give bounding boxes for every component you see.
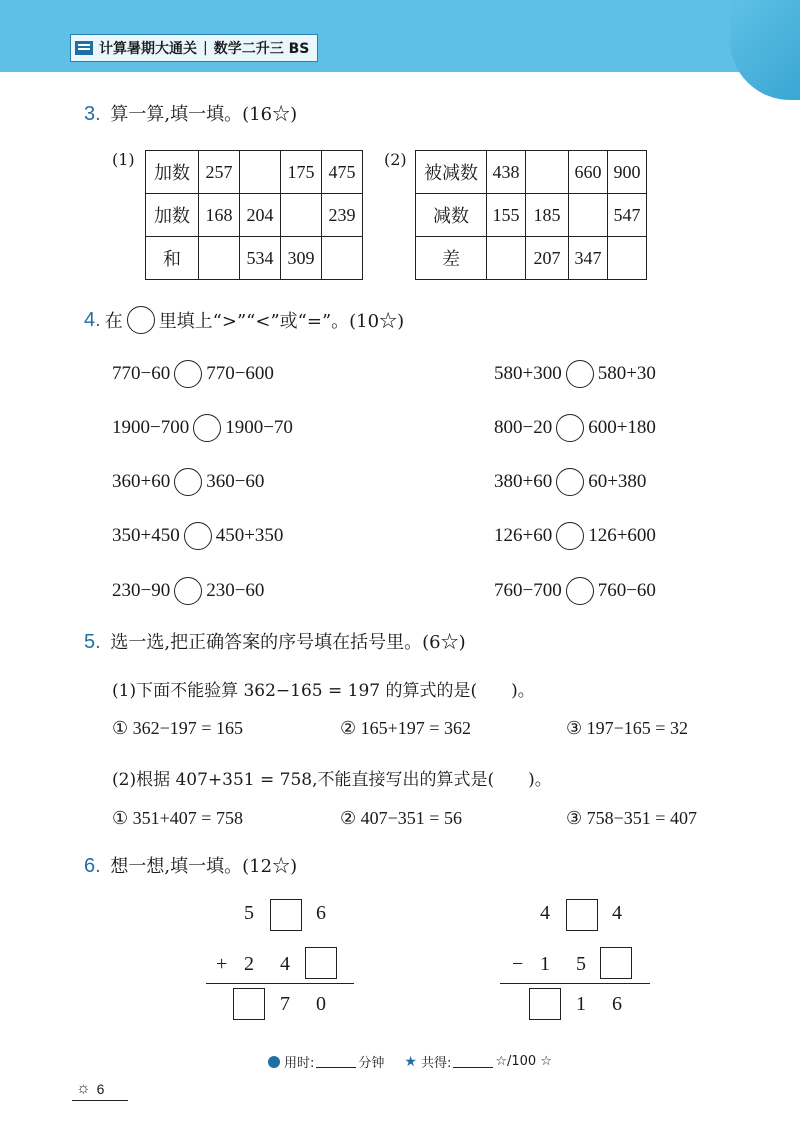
subject-title: 数学二升三 BS — [213, 41, 310, 57]
time-unit: 分钟 — [358, 1056, 385, 1071]
add-result-digit-b: 7 — [280, 993, 290, 1015]
comparison-left-expression: 126+60 — [494, 525, 553, 546]
sub-table-cell: 438 — [487, 151, 526, 194]
sub-table-cell: 660 — [569, 151, 608, 194]
add-table-row-header: 和 — [146, 237, 199, 280]
sub-top-digit-a: 4 — [540, 902, 550, 924]
q4-title — [84, 306, 404, 334]
page-number-text: 6 — [96, 1081, 105, 1097]
circle-icon — [127, 306, 155, 334]
add-table-cell: 204 — [240, 194, 281, 237]
add-table-cell: 175 — [281, 151, 322, 194]
sub-table-row-header: 减数 — [416, 194, 487, 237]
q3-title-text: 算一算,填一填。(16☆) — [110, 104, 298, 125]
sub-table-blank-cell[interactable] — [487, 237, 526, 280]
sub-top-digit-c: 4 — [612, 902, 622, 924]
q5-sub2-option-2[interactable]: ② 407−351 = 56 — [340, 808, 462, 828]
header-separator: | — [203, 40, 208, 56]
sub-table-row-header: 被减数 — [416, 151, 487, 194]
sub-table-blank-cell[interactable] — [526, 151, 569, 194]
q3-subtraction-table — [415, 150, 647, 280]
add-result-blank-box[interactable] — [233, 988, 265, 1020]
add-table-cell: 257 — [199, 151, 240, 194]
add-table-row-header: 加数 — [146, 194, 199, 237]
comparison-right-expression: 360−60 — [206, 471, 265, 492]
comparison-item — [112, 360, 274, 388]
comparison-right-expression: 126+600 — [588, 525, 656, 546]
series-title: 计算暑期大通关 — [99, 41, 197, 57]
add-operator: + — [216, 953, 228, 975]
comparison-item — [494, 468, 646, 496]
sub-operator: − — [512, 953, 524, 975]
q5-sub1-option-3[interactable]: ③ 197−165 = 32 — [566, 718, 688, 738]
sub-mid-blank-box[interactable] — [600, 947, 632, 979]
add-table-blank-cell[interactable] — [322, 237, 363, 280]
comparison-answer-circle[interactable] — [566, 360, 594, 388]
q5-number: 5. — [84, 631, 101, 653]
star-icon: ★ — [404, 1053, 417, 1070]
q4-number: 4. — [84, 308, 101, 331]
q6-title — [84, 852, 297, 878]
add-mid-blank-box[interactable] — [305, 947, 337, 979]
comparison-left-expression: 360+60 — [112, 471, 171, 492]
comparison-answer-circle[interactable] — [193, 414, 221, 442]
sub-table-cell: 900 — [608, 151, 647, 194]
sub-table-cell: 185 — [526, 194, 569, 237]
comparison-item — [494, 360, 656, 388]
add-table-row — [146, 151, 363, 194]
add-table-row — [146, 237, 363, 280]
comparison-item — [494, 522, 656, 550]
footer-score-line — [268, 1052, 552, 1071]
sub-top-blank-box[interactable] — [566, 899, 598, 931]
sub-result-digit-b: 1 — [576, 993, 586, 1015]
add-table-blank-cell[interactable] — [281, 194, 322, 237]
comparison-answer-circle[interactable] — [184, 522, 212, 550]
page-curl-decoration — [730, 0, 800, 100]
sub-table-cell: 547 — [608, 194, 647, 237]
add-mid-digit-b: 2 — [244, 953, 254, 975]
comparison-answer-circle[interactable] — [566, 577, 594, 605]
sub-table-blank-cell[interactable] — [608, 237, 647, 280]
comparison-answer-circle[interactable] — [174, 360, 202, 388]
sub-table-cell: 155 — [487, 194, 526, 237]
comparison-right-expression: 760−60 — [597, 580, 656, 601]
q3-title — [84, 100, 297, 126]
comparison-right-expression: 600+180 — [588, 417, 656, 438]
q3-part2-label: (2) — [384, 150, 407, 169]
add-top-blank-box[interactable] — [270, 899, 302, 931]
comparison-answer-circle[interactable] — [556, 414, 584, 442]
comparison-answer-circle[interactable] — [174, 468, 202, 496]
sub-table-row-header: 差 — [416, 237, 487, 280]
comparison-answer-circle[interactable] — [556, 522, 584, 550]
comparison-left-expression: 230−90 — [112, 580, 171, 601]
sub-table-row — [416, 194, 647, 237]
q6-number: 6. — [84, 855, 101, 877]
clock-icon — [268, 1056, 280, 1068]
comparison-left-expression: 770−60 — [112, 363, 171, 384]
q5-sub1-option-1[interactable]: ① 362−197 = 165 — [112, 718, 243, 738]
sub-mid-digit-b: 5 — [576, 953, 586, 975]
add-table-cell: 534 — [240, 237, 281, 280]
q3-part1-label: (1) — [112, 150, 135, 169]
comparison-right-expression: 1900−70 — [225, 417, 293, 438]
comparison-left-expression: 350+450 — [112, 525, 180, 546]
sub-table-row — [416, 237, 647, 280]
sub-result-line — [500, 983, 650, 984]
sun-icon: ☼ — [76, 1080, 91, 1097]
q5-sub2-option-3[interactable]: ③ 758−351 = 407 — [566, 808, 697, 828]
add-table-blank-cell[interactable] — [240, 151, 281, 194]
sub-result-blank-box[interactable] — [529, 988, 561, 1020]
add-table-cell: 239 — [322, 194, 363, 237]
add-top-digit-c: 6 — [316, 902, 326, 924]
sub-table-cell: 347 — [569, 237, 608, 280]
add-result-line — [206, 983, 354, 984]
q3-number: 3. — [84, 103, 101, 125]
comparison-item — [112, 522, 283, 550]
comparison-item — [112, 414, 293, 442]
comparison-left-expression: 1900−700 — [112, 417, 190, 438]
comparison-item — [112, 468, 264, 496]
time-blank[interactable] — [316, 1055, 356, 1068]
q4-title-post: 里填上“>”“<”或“=”。(10☆) — [158, 311, 405, 332]
add-table-row-header: 加数 — [146, 151, 199, 194]
comparison-item — [494, 577, 656, 605]
comparison-left-expression: 380+60 — [494, 471, 553, 492]
comparison-right-expression: 230−60 — [206, 580, 265, 601]
comparison-right-expression: 450+350 — [215, 525, 284, 546]
add-table-cell: 475 — [322, 151, 363, 194]
q5-title-text: 选一选,把正确答案的序号填在括号里。(6☆) — [110, 632, 466, 653]
add-table-cell: 168 — [199, 194, 240, 237]
q5-sub2-question: (2)根据 407+351 = 758,不能直接写出的算式是( )。 — [112, 770, 552, 790]
add-result-digit-c: 0 — [316, 993, 326, 1015]
comparison-right-expression: 580+30 — [597, 363, 656, 384]
book-icon — [75, 41, 93, 55]
comparison-answer-circle[interactable] — [556, 468, 584, 496]
add-table-cell: 309 — [281, 237, 322, 280]
score-suffix: ☆/100 ☆ — [495, 1054, 552, 1069]
q5-sub1-question: (1)下面不能验算 362−165 = 197 的算式的是( )。 — [112, 681, 535, 701]
time-label: 用时: — [284, 1056, 315, 1071]
add-top-digit-a: 5 — [244, 902, 254, 924]
comparison-answer-circle[interactable] — [174, 577, 202, 605]
sub-mid-digit-a: 1 — [540, 953, 550, 975]
score-blank[interactable] — [453, 1055, 493, 1068]
header-label — [70, 34, 318, 62]
add-mid-digit-c: 4 — [280, 953, 290, 975]
add-table-row — [146, 194, 363, 237]
q4-title-pre: 在 — [104, 311, 123, 332]
sub-table-row — [416, 151, 647, 194]
comparison-right-expression: 60+380 — [588, 471, 647, 492]
sub-table-cell: 207 — [526, 237, 569, 280]
comparison-item — [112, 577, 264, 605]
comparison-right-expression: 770−600 — [206, 363, 274, 384]
comparison-left-expression: 580+300 — [494, 363, 562, 384]
comparison-left-expression: 760−700 — [494, 580, 562, 601]
q5-sub1-option-2[interactable]: ② 165+197 = 362 — [340, 718, 471, 738]
q3-addition-table — [145, 150, 363, 280]
sub-result-digit-c: 6 — [612, 993, 622, 1015]
q5-title — [84, 628, 466, 654]
comparison-item — [494, 414, 656, 442]
page-number — [76, 1080, 104, 1098]
page-underline — [72, 1100, 128, 1101]
q6-title-text: 想一想,填一填。(12☆) — [110, 856, 298, 877]
q5-sub2-option-1[interactable]: ① 351+407 = 758 — [112, 808, 243, 828]
comparison-left-expression: 800−20 — [494, 417, 553, 438]
score-label: 共得: — [420, 1056, 452, 1071]
add-table-blank-cell[interactable] — [199, 237, 240, 280]
sub-table-blank-cell[interactable] — [569, 194, 608, 237]
